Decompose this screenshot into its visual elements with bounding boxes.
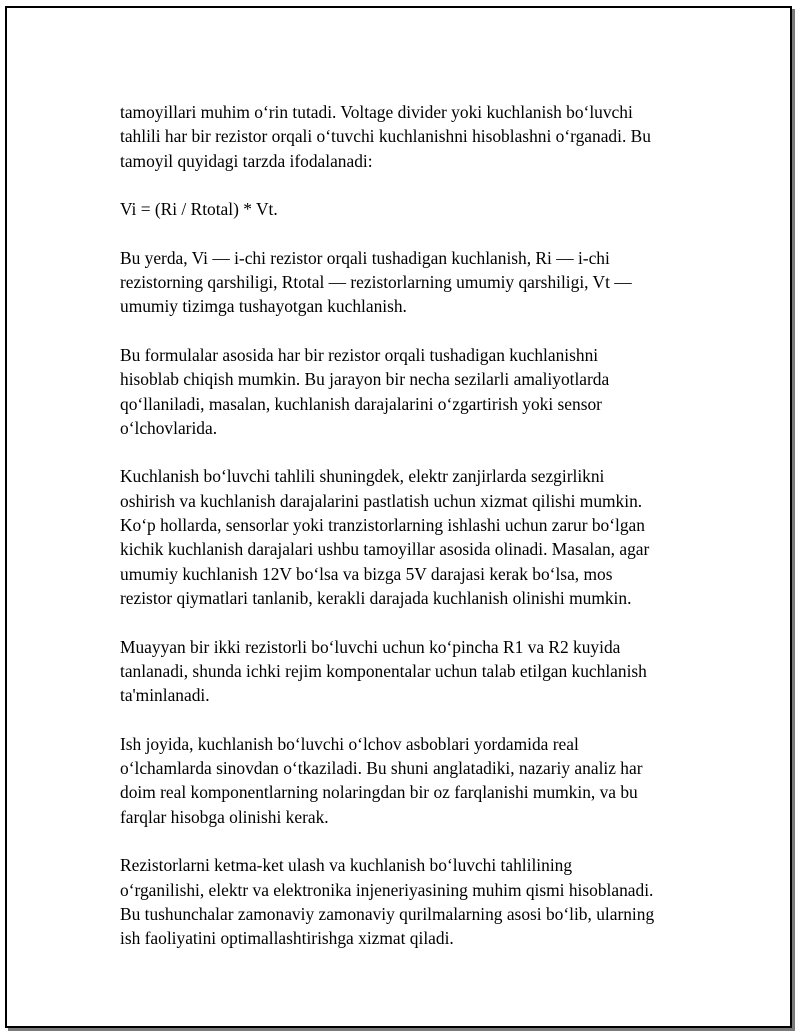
text-line: kichik kuchlanish darajalari ushbu tamoyillar asosida olinadi. Masalan, agar bbox=[120, 539, 650, 560]
text-line: doim real komponentlarning nolaringdan bir oz farqlanishi mumkin, va bu bbox=[120, 782, 638, 803]
paragraph-voltage-divider-intro bbox=[120, 100, 700, 173]
text-line: rezistor qiymatlari tanlanib, kerakli darajada kuchlanish olinishi mumkin. bbox=[120, 587, 632, 608]
text-line: Muayyan bir ikki rezistorli boʻluvchi uchun koʻpincha R1 va R2 kuyida bbox=[120, 636, 621, 657]
text-line: ta'minlanadi. bbox=[120, 685, 210, 706]
text-line: umumiy kuchlanish 12V boʻlsa va bizga 5V darajasi kerak boʻlsa, mos bbox=[120, 563, 613, 584]
text-line: tamoyillari muhim oʻrin tutadi. Voltage divider yoki kuchlanish boʻluvchi bbox=[120, 102, 633, 122]
text-line: ish faoliyatini optimallashtirishga xizmat qiladi. bbox=[120, 928, 454, 949]
paragraph-conclusion bbox=[120, 853, 700, 950]
text-line: tahlili har bir rezistor orqali oʻtuvchi kuchlanishni hisoblashni oʻrganadi. Bu bbox=[120, 126, 651, 147]
text-line: tanlanadi, shunda ichki rejim komponentalar uchun talab etilgan kuchlanish bbox=[120, 660, 647, 681]
text-line: Bu tushunchalar zamonaviy zamonaviy qurilmalarning asosi boʻlib, ularning bbox=[120, 903, 655, 924]
document-page bbox=[5, 6, 792, 1028]
paragraph-applications bbox=[120, 343, 700, 440]
text-line: oʻlchovlarida. bbox=[120, 417, 218, 438]
paragraph-formula-definitions bbox=[120, 246, 700, 319]
text-line: rezistorning qarshiligi, Rtotal — rezistorlarning umumiy qarshiligi, Vt — bbox=[120, 272, 632, 293]
text-line: Kuchlanish boʻluvchi tahlili shuningdek, elektr zanjirlarda sezgirlikni bbox=[120, 466, 605, 487]
paragraph-formula bbox=[120, 197, 700, 221]
text-line: oʻlchamlarda sinovdan oʻtkaziladi. Bu shuni anglatadiki, nazariy analiz har bbox=[120, 758, 643, 779]
text-line: qoʻllaniladi, masalan, kuchlanish darajalarini oʻzgartirish yoki sensor bbox=[120, 393, 602, 414]
paragraph-measurement bbox=[120, 732, 700, 829]
text-line: farqlar hisobga olinishi kerak. bbox=[120, 806, 329, 827]
text-line: Koʻp hollarda, sensorlar yoki tranzistorlarning ishlashi uchun zarur boʻlgan bbox=[120, 515, 645, 536]
text-line: Bu yerda, Vi — i-chi rezistor orqali tushadigan kuchlanish, Ri — i-chi bbox=[120, 247, 610, 268]
text-line: hisoblab chiqish mumkin. Bu jarayon bir necha sezilarli amaliyotlarda bbox=[120, 369, 610, 390]
paragraph-sensitivity bbox=[120, 464, 700, 610]
text-line: Bu formulalar asosida har bir rezistor orqali tushadigan kuchlanishni bbox=[120, 344, 599, 365]
document-body bbox=[120, 100, 700, 975]
text-line: Ish joyida, kuchlanish boʻluvchi oʻlchov asboblari yordamida real bbox=[120, 733, 579, 754]
text-line: oʻrganilishi, elektr va elektronika injeneriyasining muhim qismi hisoblanadi. bbox=[120, 879, 654, 900]
text-line: Rezistorlarni ketma-ket ulash va kuchlanish boʻluvchi tahlilining bbox=[120, 855, 573, 876]
paragraph-two-resistor-divider bbox=[120, 635, 700, 708]
text-line: umumiy tizimga tushayotgan kuchlanish. bbox=[120, 296, 407, 317]
text-line: oshirish va kuchlanish darajalarini pastlatish uchun xizmat qilishi mumkin. bbox=[120, 490, 643, 511]
text-line: tamoyil quyidagi tarzda ifodalanadi: bbox=[120, 150, 373, 171]
formula-line: Vi = (Ri / Rtotal) * Vt. bbox=[120, 199, 278, 220]
